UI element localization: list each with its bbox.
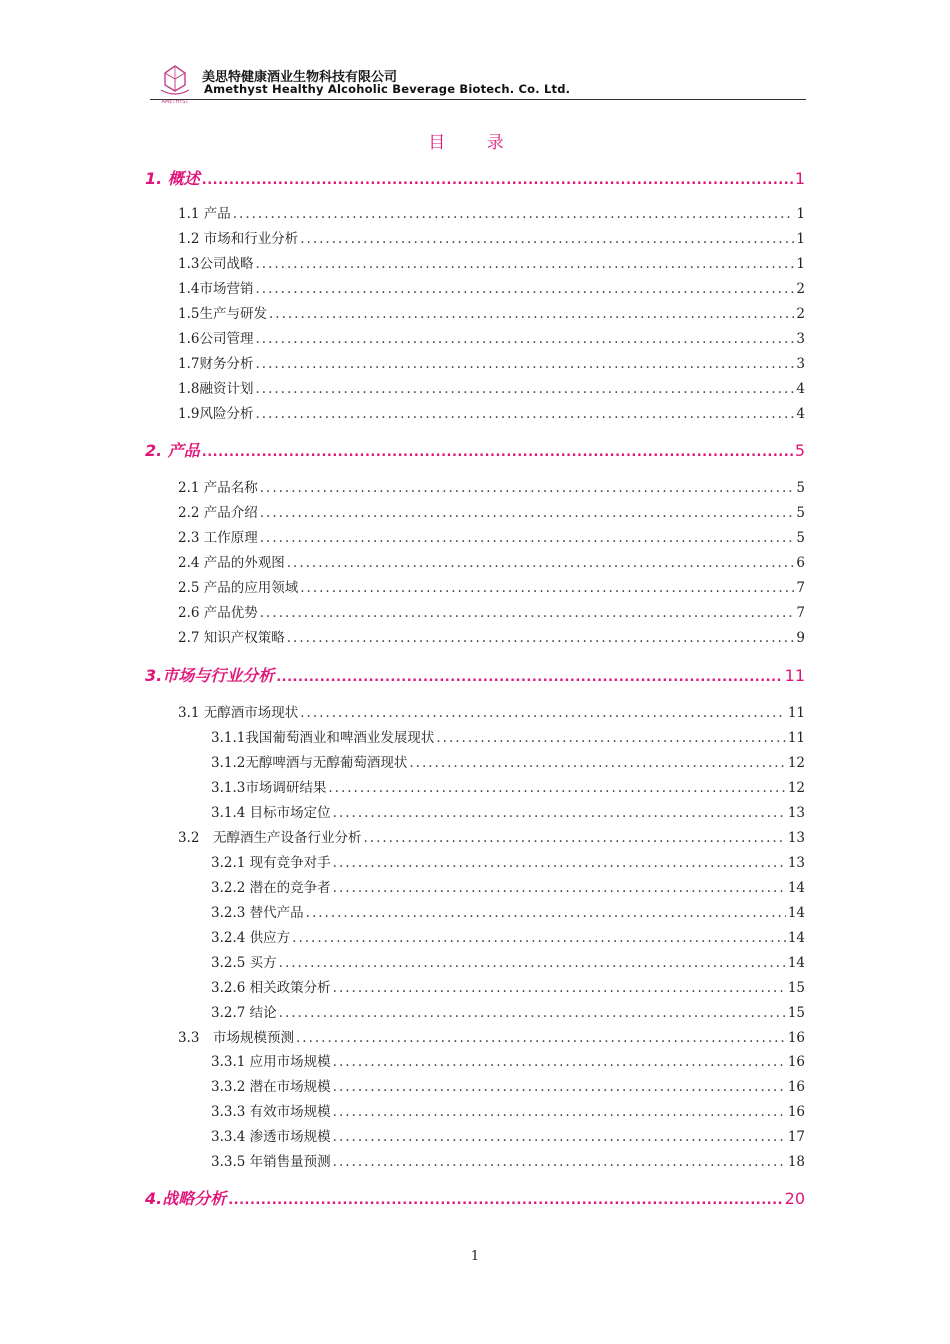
toc-entry[interactable] <box>178 277 805 297</box>
toc-entry-page: 16 <box>787 1054 805 1070</box>
toc-leader-dots <box>287 630 795 646</box>
toc-entry-title: 3.2.4 供应方 <box>211 930 291 946</box>
toc-entry-page: 7 <box>796 580 805 596</box>
toc-entry[interactable] <box>178 701 805 721</box>
toc-entry-page: 1 <box>794 169 805 188</box>
toc-entry-title: 3.1.3市场调研结果 <box>211 780 327 796</box>
toc-entry[interactable] <box>211 751 805 771</box>
toc-entry-page: 12 <box>787 780 805 796</box>
toc-entry-page: 1 <box>796 256 805 272</box>
toc-entry-title: 3.2.5 买方 <box>211 955 277 971</box>
toc-entry-page: 16 <box>787 1079 805 1095</box>
toc-entry[interactable] <box>178 252 805 272</box>
toc-entry-title: 3.2 无醇酒生产设备行业分析 <box>178 830 362 846</box>
toc-entry-page: 5 <box>796 480 805 496</box>
amethyst-logo-icon <box>158 64 192 104</box>
toc-leader-dots <box>255 331 794 347</box>
toc-entry-page: 6 <box>796 555 805 571</box>
toc-entry[interactable] <box>178 626 805 646</box>
toc-entry-title: 1.1 产品 <box>178 206 231 222</box>
toc-leader-dots <box>279 1005 786 1021</box>
toc-leader-dots <box>260 530 795 546</box>
toc-entry-title: 3.1.1我国葡萄酒业和啤酒业发展现状 <box>211 730 435 746</box>
toc-entry-title: 3.2.6 相关政策分析 <box>211 980 331 996</box>
toc-entry[interactable] <box>211 1100 805 1120</box>
toc-entry-page: 3 <box>796 356 805 372</box>
toc-leader-dots <box>260 505 795 521</box>
toc-entry-title: 1.2 市场和行业分析 <box>178 231 299 247</box>
toc-entry-title: 2.5 产品的应用领域 <box>178 580 299 596</box>
toc-entry-page: 12 <box>787 755 805 771</box>
toc-leader-dots <box>333 1129 786 1145</box>
toc-leader-dots <box>255 356 794 372</box>
toc-entry[interactable] <box>211 951 805 971</box>
toc-entry-page: 5 <box>796 530 805 546</box>
toc-entry[interactable] <box>178 826 805 846</box>
toc-leader-dots <box>436 730 785 746</box>
toc-leader-dots <box>333 805 786 821</box>
toc-leader-dots <box>328 780 785 796</box>
toc-entry-page: 15 <box>787 1005 805 1021</box>
toc-entry-title: 2. 产品 <box>145 441 200 460</box>
toc-entry-title: 1. 概述 <box>145 169 200 188</box>
toc-entry[interactable] <box>211 976 805 996</box>
toc-entry-page: 14 <box>787 905 805 921</box>
toc-leader-dots <box>300 231 794 247</box>
toc-entry[interactable] <box>211 1050 805 1070</box>
toc-entry-page: 13 <box>787 805 805 821</box>
toc-entry-page: 9 <box>796 630 805 646</box>
toc-entry-title: 3.市场与行业分析 <box>145 666 275 685</box>
toc-entry-title: 1.8融资计划 <box>178 381 254 397</box>
toc-entry-title: 1.5生产与研发 <box>178 306 267 322</box>
toc-entry[interactable] <box>178 576 805 596</box>
toc-leader-dots <box>292 930 786 946</box>
toc-entry-title: 1.3公司战略 <box>178 256 254 272</box>
toc-entry[interactable] <box>211 901 805 921</box>
toc-entry-title: 3.2.1 现有竞争对手 <box>211 855 331 871</box>
toc-leader-dots <box>260 605 795 621</box>
toc-entry[interactable] <box>178 526 805 546</box>
toc-leader-dots <box>333 1104 786 1120</box>
toc-leader-dots <box>255 406 794 422</box>
toc-entry[interactable] <box>211 776 805 796</box>
toc-entry[interactable] <box>145 663 805 686</box>
toc-entry-page: 11 <box>784 666 805 685</box>
toc-entry-title: 2.4 产品的外观图 <box>178 555 285 571</box>
toc-leader-dots <box>287 555 795 571</box>
toc-leader-dots <box>333 980 786 996</box>
toc-entry[interactable] <box>211 1001 805 1021</box>
toc-entry-page: 16 <box>787 1104 805 1120</box>
toc-entry-page: 4 <box>796 381 805 397</box>
toc-entry[interactable] <box>178 327 805 347</box>
svg-text:AMETHYST: AMETHYST <box>161 99 189 104</box>
toc-entry[interactable] <box>178 551 805 571</box>
toc-entry-page: 14 <box>787 880 805 896</box>
toc-entry-title: 3.3.5 年销售量预测 <box>211 1154 331 1170</box>
toc-entry[interactable] <box>145 1186 805 1209</box>
toc-entry-title: 3.2.2 潜在的竞争者 <box>211 880 331 896</box>
toc-leader-dots <box>202 173 793 188</box>
company-name-en: Amethyst Healthy Alcoholic Beverage Biotech. Co. Ltd. <box>204 82 571 96</box>
toc-entry-page: 15 <box>787 980 805 996</box>
toc-entry-title: 3.1 无醇酒市场现状 <box>178 705 299 721</box>
toc-entry[interactable] <box>178 1026 805 1046</box>
toc-entry-page: 16 <box>787 1030 805 1046</box>
toc-entry-page: 2 <box>796 281 805 297</box>
toc-entry[interactable] <box>178 202 805 222</box>
toc-entry[interactable] <box>211 726 805 746</box>
toc-entry-title: 3.2.7 结论 <box>211 1005 277 1021</box>
toc-leader-dots <box>228 1193 782 1208</box>
toc-leader-dots <box>300 580 794 596</box>
toc-entry-title: 4.战略分析 <box>145 1189 227 1208</box>
document-header <box>150 62 806 102</box>
toc-entry-page: 5 <box>794 441 805 460</box>
toc-entry-page: 2 <box>796 306 805 322</box>
toc-leader-dots <box>296 1030 786 1046</box>
toc-title: 目 录 <box>428 133 522 153</box>
toc-entry-page: 7 <box>796 605 805 621</box>
toc-entry-page: 17 <box>787 1129 805 1145</box>
toc-entry[interactable] <box>145 166 805 189</box>
toc-entry[interactable] <box>178 352 805 372</box>
toc-entry[interactable] <box>178 377 805 397</box>
toc-entry[interactable] <box>145 438 805 461</box>
toc-entry-page: 5 <box>796 505 805 521</box>
toc-entry-page: 1 <box>796 206 805 222</box>
toc-leader-dots <box>333 880 786 896</box>
toc-entry-page: 11 <box>787 730 805 746</box>
toc-entry-title: 2.1 产品名称 <box>178 480 258 496</box>
toc-leader-dots <box>333 1154 786 1170</box>
toc-entry-title: 3.3.4 渗透市场规模 <box>211 1129 331 1145</box>
toc-entry-title: 3.3.3 有效市场规模 <box>211 1104 331 1120</box>
toc-entry-page: 3 <box>796 331 805 347</box>
toc-entry[interactable] <box>178 402 805 422</box>
toc-entry-title: 2.7 知识产权策略 <box>178 630 285 646</box>
toc-entry[interactable] <box>211 1150 805 1170</box>
toc-entry-title: 3.2.3 替代产品 <box>211 905 304 921</box>
toc-leader-dots <box>333 1054 786 1070</box>
toc-entry-title: 3.3 市场规模预测 <box>178 1030 294 1046</box>
toc-leader-dots <box>255 256 794 272</box>
toc-entry[interactable] <box>178 501 805 521</box>
toc-entry-title: 3.1.4 目标市场定位 <box>211 805 331 821</box>
toc-leader-dots <box>276 670 782 685</box>
toc-entry[interactable] <box>211 1075 805 1095</box>
toc-entry-title: 3.3.1 应用市场规模 <box>211 1054 331 1070</box>
toc-entry-title: 2.3 工作原理 <box>178 530 258 546</box>
toc-entry-page: 1 <box>796 231 805 247</box>
toc-entry[interactable] <box>211 1125 805 1145</box>
toc-leader-dots <box>333 1079 786 1095</box>
toc-entry[interactable] <box>178 302 805 322</box>
toc-entry-title: 1.9风险分析 <box>178 406 254 422</box>
toc-entry-title: 1.7财务分析 <box>178 356 254 372</box>
page-number: 1 <box>470 1249 480 1264</box>
toc-entry-title: 1.6公司管理 <box>178 331 254 347</box>
toc-entry[interactable] <box>178 476 805 496</box>
toc-entry-page: 14 <box>787 930 805 946</box>
toc-leader-dots <box>255 281 794 297</box>
toc-entry-title: 1.4市场营销 <box>178 281 254 297</box>
toc-leader-dots <box>255 381 794 397</box>
toc-leader-dots <box>279 955 786 971</box>
toc-entry-page: 20 <box>784 1189 805 1208</box>
toc-entry-page: 13 <box>787 830 805 846</box>
header-rule <box>150 99 806 100</box>
company-name-cn: 美思特健康酒业生物科技有限公司 <box>202 70 398 85</box>
toc-leader-dots <box>409 755 785 771</box>
toc-leader-dots <box>233 206 795 222</box>
toc-entry-title: 2.6 产品优势 <box>178 605 258 621</box>
toc-entry[interactable] <box>211 801 805 821</box>
toc-entry[interactable] <box>178 601 805 621</box>
toc-leader-dots <box>306 905 786 921</box>
toc-entry-page: 18 <box>787 1154 805 1170</box>
toc-leader-dots <box>269 306 794 322</box>
toc-entry[interactable] <box>211 926 805 946</box>
toc-leader-dots <box>300 705 786 721</box>
toc-entry-page: 4 <box>796 406 805 422</box>
toc-leader-dots <box>260 480 795 496</box>
toc-entry-page: 13 <box>787 855 805 871</box>
toc-entry-page: 11 <box>787 705 805 721</box>
toc-entry[interactable] <box>211 851 805 871</box>
toc-entry-title: 3.1.2无醇啤酒与无醇葡萄酒现状 <box>211 755 408 771</box>
toc-entry-page: 14 <box>787 955 805 971</box>
toc-leader-dots <box>202 445 793 460</box>
toc-entry[interactable] <box>211 876 805 896</box>
toc-entry-title: 3.3.2 潜在市场规模 <box>211 1079 331 1095</box>
toc-leader-dots <box>333 855 786 871</box>
toc-entry[interactable] <box>178 227 805 247</box>
toc-leader-dots <box>363 830 785 846</box>
toc-entry-title: 2.2 产品介绍 <box>178 505 258 521</box>
